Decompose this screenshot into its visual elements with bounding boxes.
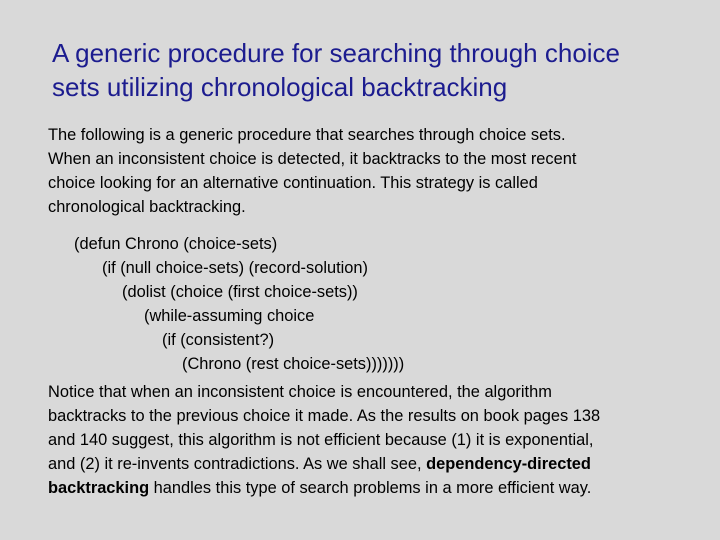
notice-line: Notice that when an inconsistent choice is encountered, the algorithm <box>48 383 552 401</box>
code-line: (defun Chrono (choice-sets) <box>74 235 278 253</box>
notice-line <box>48 452 698 476</box>
slide-title <box>52 36 692 104</box>
code-line: (while-assuming choice <box>144 307 315 325</box>
intro-line: When an inconsistent choice is detected, it backtracks to the most recent <box>48 150 577 168</box>
notice-line: backtracks to the previous choice it made. As the results on book pages 138 <box>48 407 601 425</box>
intro-line: The following is a generic procedure that searches through choice sets. <box>48 126 566 144</box>
title-line: A generic procedure for searching through choice <box>52 38 621 68</box>
notice-text: handles this type of search problems in a more efficient way. <box>149 479 592 497</box>
code-line: (Chrono (rest choice-sets))))))) <box>182 355 405 373</box>
notice-paragraph <box>48 380 698 500</box>
code-line: (if (null choice-sets) (record-solution) <box>102 259 368 277</box>
intro-line: chronological backtracking. <box>48 198 246 216</box>
bold-term-backtracking: backtracking <box>48 479 150 497</box>
title-line: sets utilizing chronological backtracking <box>52 72 508 102</box>
code-line: (dolist (choice (first choice-sets)) <box>122 283 358 301</box>
intro-line: choice looking for an alternative continuation. This strategy is called <box>48 174 538 192</box>
notice-text: and (2) it re-invents contradictions. As we shall see, <box>48 455 427 473</box>
intro-paragraph <box>48 123 698 219</box>
notice-line: and 140 suggest, this algorithm is not efficient because (1) it is exponential, <box>48 431 594 449</box>
notice-line <box>48 476 698 500</box>
code-line: (if (consistent?) <box>162 331 275 349</box>
bold-term-dependency-directed: dependency-directed <box>426 455 591 473</box>
